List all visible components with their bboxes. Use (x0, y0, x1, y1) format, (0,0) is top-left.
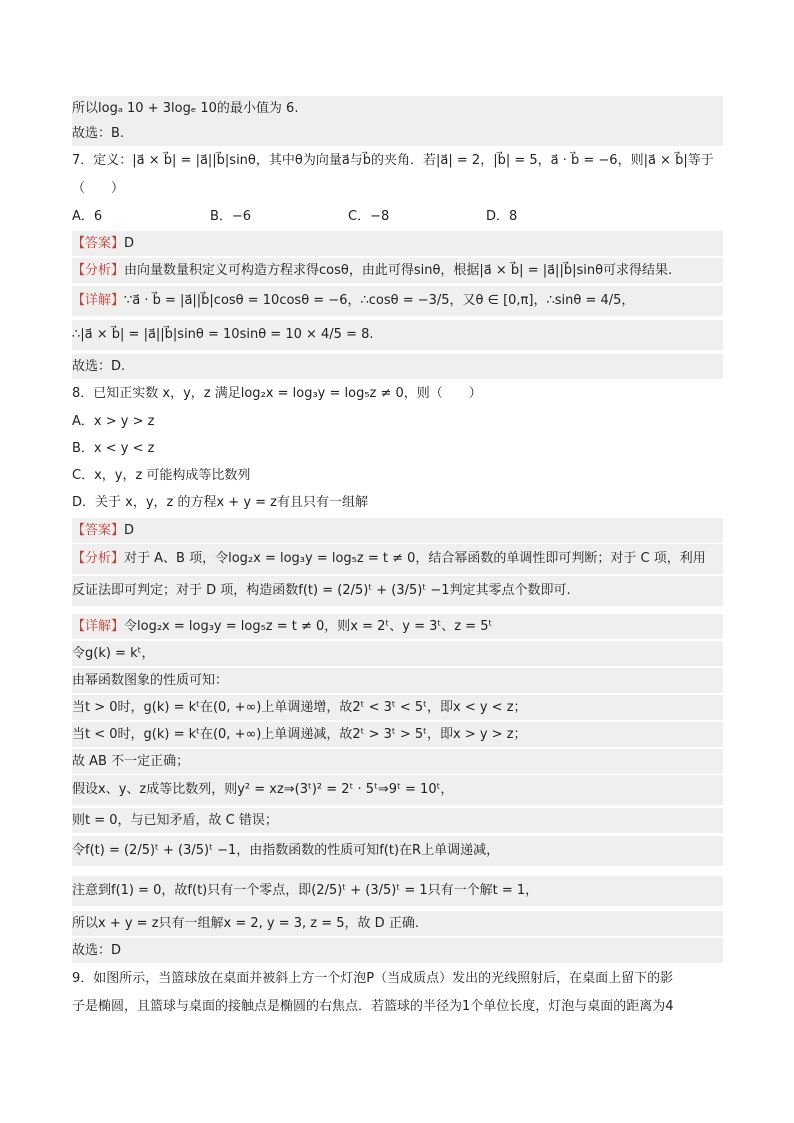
q7-option-c: C．−8 (348, 209, 390, 224)
q8-detail-8: 则t = 0，与已知矛盾，故 C 错误； (72, 808, 723, 833)
analysis-tag: 【分析】 (72, 263, 125, 278)
q7-option-b: B．−6 (210, 209, 252, 224)
analysis-tag: 【分析】 (72, 551, 125, 566)
q8-answer: 【答案】D (72, 518, 723, 543)
q9-stem: 9．如图所示，当篮球放在桌面并被斜上方一个灯泡P（当成质点）发出的光线照射后，在桌面上留下的影 (72, 971, 674, 986)
q8-detail: 【详解】令log₂x = log₃y = log₅z = t ≠ 0，则x = 2ᵗ、y = 3ᵗ、z = 5ᵗ (72, 614, 723, 639)
q6-choose-line: 故选：B. (72, 121, 723, 146)
detail-tag: 【详解】 (72, 293, 125, 308)
q8-analysis: 【分析】对于 A、B 项，令log₂x = log₃y = log₅z = t ≠ 0，结合幂函数的单调性即可判断；对于 C 项，利用 (72, 544, 723, 574)
q7-option-a: A．6 (72, 209, 103, 224)
q8-detail-4: 当t > 0时，g(k) = kᵗ在(0, +∞)上单调递增，故2ᵗ < 3ᵗ < 5ᵗ，即x < y < z； (72, 695, 723, 720)
q8-choose-line: 故选：D (72, 938, 723, 963)
answer-tag: 【答案】 (72, 523, 125, 538)
q8-detail-3: 由幂函数图象的性质可知： (72, 668, 723, 693)
q6-solution-conclusion: 所以logₐ 10 + 3logₑ 10的最小值为 6. (72, 96, 723, 121)
q7-choose-line: 故选：D. (72, 354, 723, 379)
q8-detail-11: 所以x + y = z只有一组解x = 2, y = 3, z = 5，故 D 正确. (72, 911, 723, 936)
q8-detail-9: 令f(t) = (2/5)ᵗ + (3/5)ᵗ −1，由指数函数的性质可知f(t)在R上单调递减， (72, 836, 723, 866)
q9-stem-2: 子是椭圆，且篮球与桌面的接触点是椭圆的右焦点．若篮球的半径为1个单位长度，灯泡与桌面的距离为4 (72, 999, 674, 1014)
q7-stem-blank: （ ） (72, 181, 125, 196)
q8-stem: 8．已知正实数 x，y，z 满足log₂x = log₃y = log₅z ≠ 0，则（ ） (72, 386, 482, 401)
q8-option-d: D．关于 x，y，z 的方程x + y = z有且只有一组解 (72, 495, 369, 510)
q7-answer: 【答案】D (72, 231, 723, 256)
q8-detail-6: 故 AB 不一定正确； (72, 749, 723, 774)
q8-option-a: A．x > y > z (72, 414, 155, 429)
q7-stem: 7．定义：|a⃗ × b⃗| = |a⃗||b⃗|sinθ，其中θ为向量a⃗与b⃗的夹角．若|a⃗| = 2，|b⃗| = 5，a⃗ · b⃗ = −6，则|a⃗ × b⃗|等于 (72, 153, 714, 168)
q7-option-d: D．8 (486, 209, 518, 224)
q7-detail-2: ∴|a⃗ × b⃗| = |a⃗||b⃗|sinθ = 10sinθ = 10 × 4/5 = 8. (72, 320, 723, 350)
q8-option-b: B．x < y < z (72, 441, 155, 456)
answer-tag: 【答案】 (72, 236, 125, 251)
detail-tag: 【详解】 (72, 619, 125, 634)
q8-detail-10: 注意到f(1) = 0，故f(t)只有一个零点，即(2/5)ᵗ + (3/5)ᵗ = 1只有一个解t = 1， (72, 876, 723, 906)
q8-option-c: C．x，y，z 可能构成等比数列 (72, 468, 251, 483)
q8-detail-5: 当t < 0时，g(k) = kᵗ在(0, +∞)上单调递减，故2ᵗ > 3ᵗ > 5ᵗ，即x > y > z； (72, 722, 723, 747)
q7-options (72, 204, 723, 229)
q7-analysis: 【分析】由向量数量积定义可构造方程求得cosθ，由此可得sinθ，根据|a⃗ × b⃗| = |a⃗||b⃗|sinθ可求得结果. (72, 258, 723, 283)
q8-analysis-2: 反证法即可判定；对于 D 项，构造函数f(t) = (2/5)ᵗ + (3/5)ᵗ −1判定其零点个数即可. (72, 576, 723, 606)
q7-detail: 【详解】∵a⃗ · b⃗ = |a⃗||b⃗|cosθ = 10cosθ = −6，∴cosθ = −3/5，又θ ∈ [0,π]，∴sinθ = 4/5， (72, 286, 723, 316)
q8-detail-2: 令g(k) = kᵗ， (72, 641, 723, 666)
q8-detail-7: 假设x、y、z成等比数列，则y² = xz⇒(3ᵗ)² = 2ᵗ · 5ᵗ⇒9ᵗ = 10ᵗ， (72, 775, 723, 805)
